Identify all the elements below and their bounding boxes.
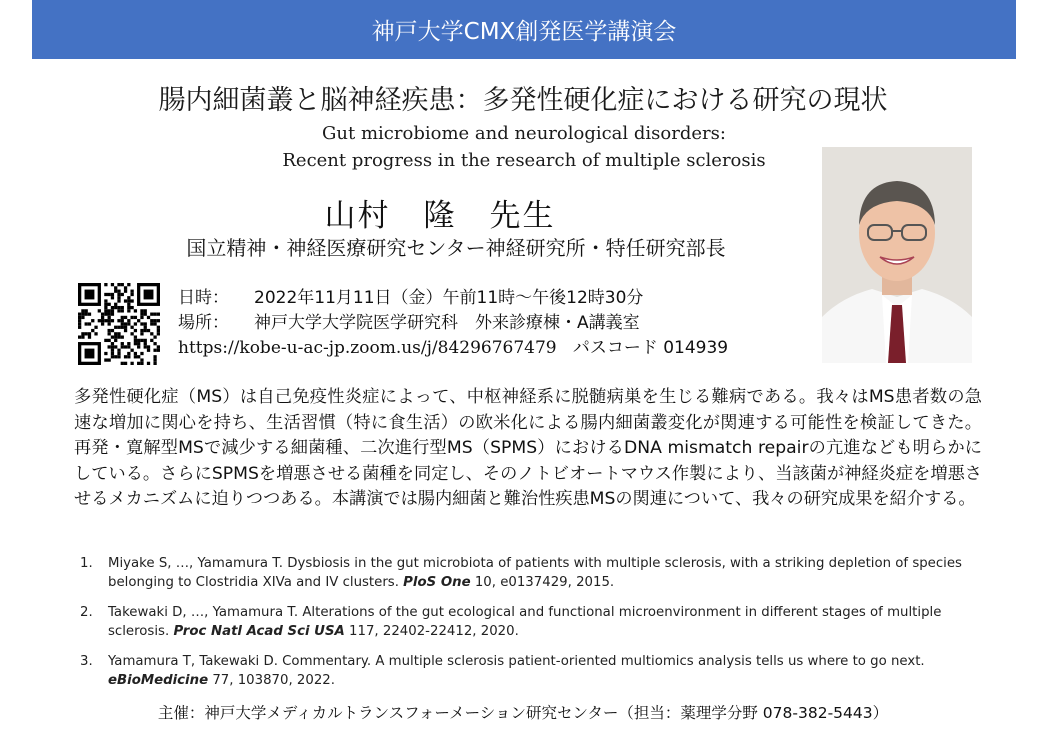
lecture-abstract: 多発性硬化症（MS）は自己免疫性炎症によって、中枢神経系に脱髄病巣を生じる難病である。我々はMS患者数の急速な増加に関心を持ち、生活習慣（特に食生活）の欧米化による腸内細菌叢変化が関連する可能性を検証してきた。再発・寛解型MSで減少する細菌種、二次進行型MS（SPMS）におけるDNA mismatch repairの亢進なども明らかにしている。さらにSPMSを増悪させる菌種を同定し、そのノトビオートマウス作製により、当該菌が神経炎症を増悪させるメカニズムに迫りつつある。本講演では腸内細菌と難治性疾患MSの関連について、我々の研究成果を紹介する。 <box>74 387 982 509</box>
speaker-portrait-image <box>822 147 972 363</box>
organizer-footer: 主催：神戸大学メディカルトランスフォーメーション研究センター（担当：薬理学分野 078-382-5443） <box>157 704 889 722</box>
speaker-photo <box>822 147 972 363</box>
references-list <box>80 554 980 701</box>
reference-text: Yamamura T, Takewaki D. Commentary. A multiple sclerosis patient-oriented multiomics analysis tells us where to go next. eBioMedicine 77, 103870, 2022. <box>108 654 925 688</box>
reference-item <box>80 652 980 690</box>
event-zoom-row <box>178 336 818 361</box>
reference-number: 2. <box>80 605 93 620</box>
zoom-qr-code[interactable] <box>78 283 160 365</box>
reference-journal: Proc Natl Acad Sci USA <box>173 624 345 639</box>
date-label: 日時： <box>178 288 229 308</box>
event-details <box>178 286 818 361</box>
zoom-passcode: パスコード 014939 <box>572 338 729 358</box>
reference-text: Miyake S, …, Yamamura T. Dysbiosis in the gut microbiota of patients with multiple sclerosis, with a striking depletion of species belonging to Clostridia XIVa and IV clusters. PloS One 10, e0137429, 2015. <box>108 556 962 590</box>
zoom-link[interactable]: https://kobe-u-ac-jp.zoom.us/j/84296767479 <box>178 338 557 358</box>
title-en-line-2: Recent progress in the research of multiple sclerosis <box>282 150 766 171</box>
place-label: 場所： <box>178 313 229 333</box>
reference-number: 1. <box>80 556 93 571</box>
reference-number: 3. <box>80 654 93 669</box>
speaker-affiliation: 国立精神・神経医療研究センター神経研究所・特任研究部長 <box>186 236 726 260</box>
reference-journal: eBioMedicine <box>108 673 209 688</box>
banner-title: 神戸大学CMX創発医学講演会 <box>371 19 677 45</box>
speaker-name: 山村 隆 先生 <box>324 198 556 234</box>
reference-item <box>80 603 980 641</box>
reference-item <box>80 554 980 592</box>
title-en-line-1: Gut microbiome and neurological disorders: <box>322 123 726 144</box>
qr-code-icon <box>78 283 160 365</box>
event-place-row <box>178 311 818 336</box>
header-banner <box>32 0 1016 59</box>
reference-journal: PloS One <box>403 575 471 590</box>
reference-text: Takewaki D, …, Yamamura T. Alterations of the gut ecological and functional microenvironment in different stages of multiple sclerosis. Proc Natl Acad Sci USA 117, 22402-22412, 2020. <box>108 605 942 639</box>
lecture-title-english <box>250 120 798 174</box>
date-value: 2022年11月11日（金）午前11時～午後12時30分 <box>254 288 644 308</box>
lecture-title-japanese: 腸内細菌叢と脳神経疾患：多発性硬化症における研究の現状 <box>158 85 888 116</box>
place-value: 神戸大学大学院医学研究科 外来診療棟・A講義室 <box>254 313 640 333</box>
event-date-row <box>178 286 818 311</box>
